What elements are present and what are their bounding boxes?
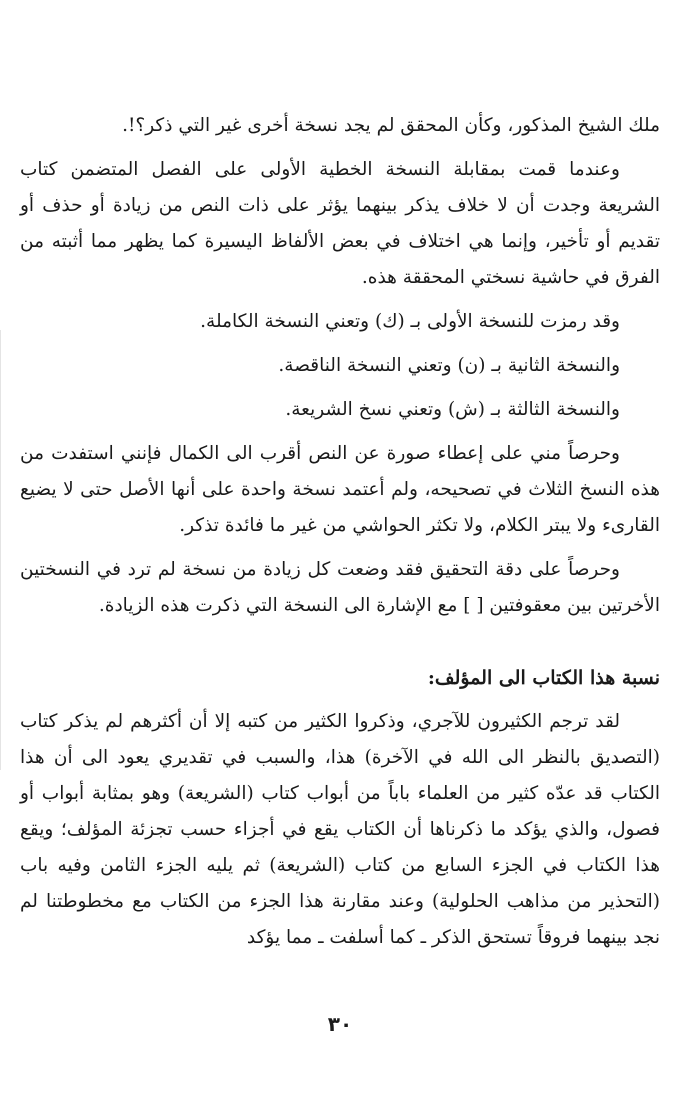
symbol-note-n: والنسخة الثانية بـ (ن) وتعني النسخة الناقصة. <box>278 355 620 376</box>
section-heading: نسبة هذا الكتاب الى المؤلف: <box>427 667 660 689</box>
paragraph-collation: وعندما قمت بمقابلة النسخة الخطية الأولى على الفصل المتضمن كتاب الشريعة وجدت أن لا خلاف يذكر بينهما يؤثر على ذات النص من زيادة أو حذف أو تقديم أو تأخير، وإنما هي اختلاف في بعض الألفاظ اليسيرة كما يظهر مما أثبته من الفرق في حاشية نسختي المحققة هذه. <box>20 159 660 288</box>
symbol-note-sh: والنسخة الثالثة بـ (ش) وتعني نسخ الشريعة. <box>285 399 620 420</box>
paragraph-attribution: لقد ترجم الكثيرون للآجري، وذكروا الكثير من كتبه إلا أن أكثرهم لم يذكر كتاب (التصديق بالنظر الى الله في الآخرة) هذا، والسبب في تقديري يعود الى أن هذا الكتاب قد عدّه كثير من العلماء باباً من أبواب كتاب (الشريعة) وهو بمثابة أبواب أو فصول، والذي يؤكد ما ذكرناها أن الكتاب يقع في أجزاء حسب تجزئة المؤلف؛ ويقع هذا الكتاب في الجزء السابع من كتاب (الشريعة) ثم يليه الجزء الثامن وفيه باب (التحذير من مذاهب الحلولية) وعند مقارنة هذا الجزء من الكتاب مع مخطوطتنا لم نجد بينهما فروقاً تستحق الذكر ـ كما أسلفت ـ مما يؤكد <box>20 711 660 948</box>
paragraph-brackets: وحرصاً على دقة التحقيق فقد وضعت كل زيادة من نسخة لم ترد في النسختين الأخرتين بين معقوفتين [ ] مع الإشارة الى النسخة التي ذكرت هذه الزيادة. <box>20 559 660 616</box>
scan-margin-line <box>0 330 1 770</box>
paragraph-method: وحرصاً مني على إعطاء صورة عن النص أقرب الى الكمال فإنني استفدت من هذه النسخ الثلاث في تصحيحه، ولم أعتمد نسخة واحدة على أنها الأصل حتى لا يضيع القارىء ولا يبتر الكلام، ولا تكثر الحواشي من غير ما فائدة تذكر. <box>20 443 660 536</box>
page-body <box>20 108 660 956</box>
paragraph-continuation: ملك الشيخ المذكور، وكأن المحقق لم يجد نسخة أخرى غير التي ذكر؟!. <box>122 115 660 136</box>
symbol-note-k: وقد رمزت للنسخة الأولى بـ (ك) وتعني النسخة الكاملة. <box>200 311 620 332</box>
page-number: ٣٠ <box>327 1012 353 1036</box>
